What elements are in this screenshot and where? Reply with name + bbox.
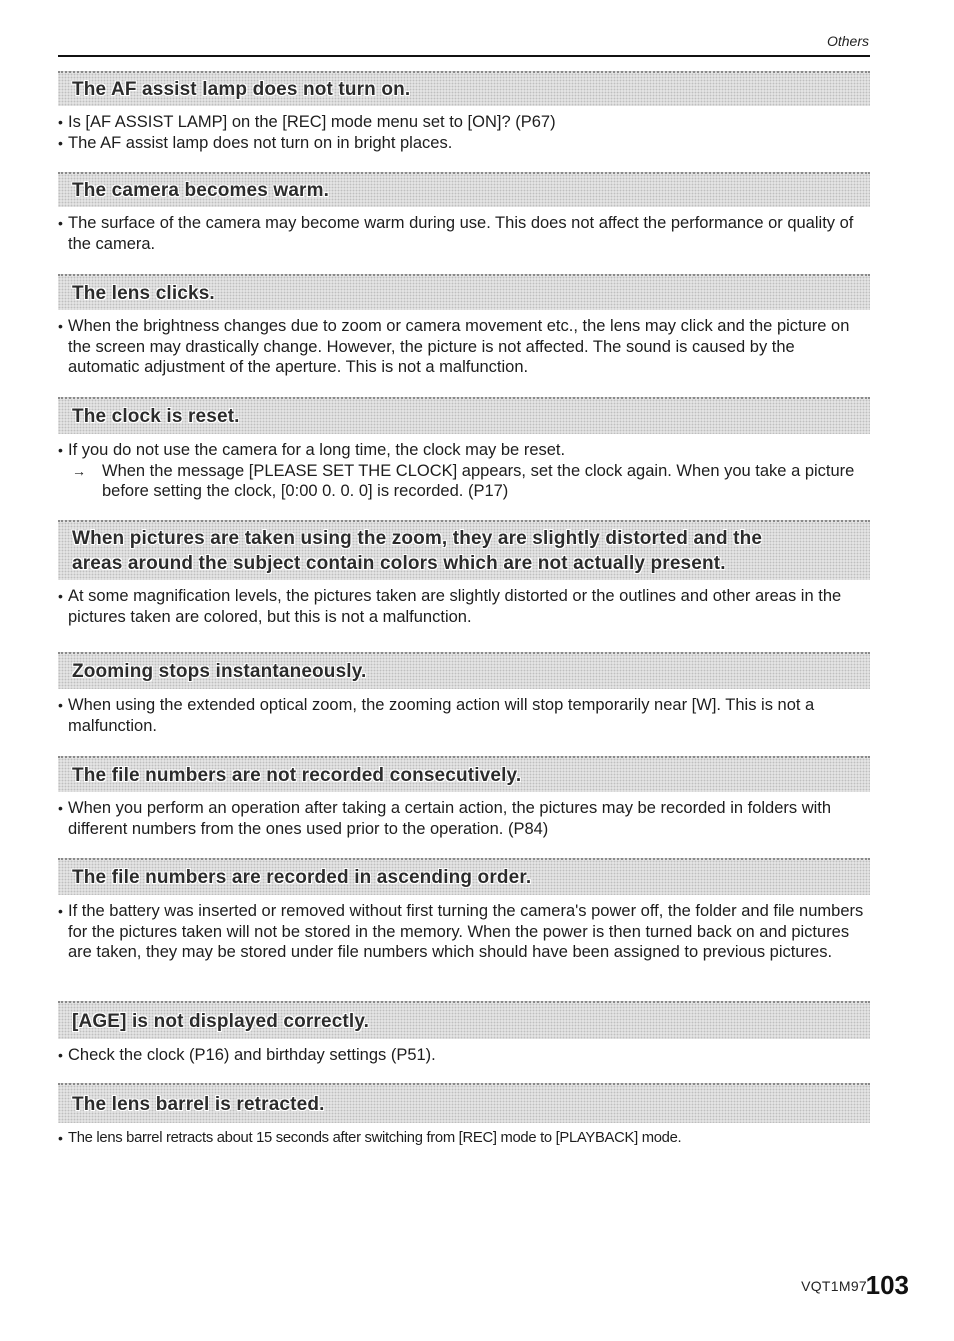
section-title: The camera becomes warm. <box>72 180 330 201</box>
section-title-line: When pictures are taken using the zoom, they are slightly distorted and the <box>72 528 763 549</box>
bullet-text: When you perform an operation after taking a certain action, the pictures may be recorded in folders with different numbers from the ones used prior to the operation. (P84) <box>68 799 832 838</box>
bullet-text: At some magnification levels, the pictures taken are slightly distorted or the outlines and other areas in the pictures taken are colored, but this is not a malfunction. <box>68 587 842 626</box>
bullet-text: Check the clock (P16) and birthday settings (P51). <box>68 1046 436 1064</box>
section-age-display <box>58 1001 870 1066</box>
section-title: The clock is reset. <box>72 406 240 427</box>
bullet-icon: • <box>58 114 63 130</box>
bullet-text: When using the extended optical zoom, the zooming action will stop temporarily near [W]. This is not a malfunction. <box>68 696 815 735</box>
bullet-item <box>58 440 870 461</box>
bullet-text: When the brightness changes due to zoom or camera movement etc., the lens may click and the picture on the screen may drastically change. However, the picture is not affected. The sound is caused by the automatic adjustment of the aperture. This is not a malfunction. <box>68 317 850 376</box>
bullet-item <box>58 213 870 254</box>
bullet-icon: • <box>58 903 63 919</box>
section-heading-bar <box>58 756 870 792</box>
bullet-icon: • <box>58 318 63 334</box>
section-title: The file numbers are not recorded consecutively. <box>72 764 522 786</box>
section-title: [AGE] is not displayed correctly. <box>72 1010 370 1032</box>
section-camera-warm <box>58 172 870 254</box>
bullet-icon: • <box>58 1047 63 1063</box>
bullet-icon: • <box>58 697 63 713</box>
section-title: The lens barrel is retracted. <box>72 1093 325 1115</box>
section-af-assist-lamp <box>58 71 870 153</box>
bullet-item <box>58 695 870 736</box>
section-heading-bar <box>58 172 870 207</box>
arrow-icon: → <box>72 462 86 479</box>
sub-note <box>58 461 870 502</box>
section-file-numbers-not-consecutive <box>58 756 870 839</box>
section-title-line: areas around the subject contain colors which are not actually present. <box>72 553 726 574</box>
section-title: The AF assist lamp does not turn on. <box>72 79 411 100</box>
bullet-text: The lens barrel retracts about 15 seconds after switching from [REC] mode to [PLAYBACK] mode. <box>68 1130 682 1146</box>
model-code: VQT1M97 <box>801 1278 867 1294</box>
bullet-item <box>58 316 870 378</box>
section-heading-bar <box>58 652 870 689</box>
bullet-item <box>58 1045 870 1066</box>
bullet-text: Is [AF ASSIST LAMP] on the [REC] mode menu set to [ON]? (P67) <box>68 113 556 131</box>
bullet-item <box>58 901 870 963</box>
bullet-text: If the battery was inserted or removed without first turning the camera's power off, the folder and file numbers for the pictures taken will not be stored in the memory. When the power is then turned back on and pictures are taken, they may be stored under file numbers which should have been assigned to previous pictures. <box>68 902 864 961</box>
section-lens-barrel-retracted <box>58 1083 870 1149</box>
section-heading-bar <box>58 858 870 895</box>
section-title: Zooming stops instantaneously. <box>72 661 367 682</box>
sub-note-text: When the message [PLEASE SET THE CLOCK] appears, set the clock again. When you take a picture before setting the clock, [0:00 0. 0. 0] is recorded. (P17) <box>102 461 855 500</box>
section-heading-bar <box>58 520 870 580</box>
section-lens-clicks <box>58 274 870 378</box>
bullet-item <box>58 586 870 627</box>
section-heading-bar <box>58 71 870 106</box>
section-title: The file numbers are recorded in ascending order. <box>72 867 532 888</box>
section-heading-bar <box>58 1083 870 1123</box>
bullet-icon: • <box>58 442 63 458</box>
bullet-icon: • <box>58 1130 63 1146</box>
bullet-item <box>58 133 870 154</box>
section-title: The lens clicks. <box>72 282 215 304</box>
bullet-icon: • <box>58 588 63 604</box>
bullet-item <box>58 1128 870 1149</box>
page-number: 103 <box>865 1270 909 1300</box>
header-rule <box>58 55 870 57</box>
bullet-text: If you do not use the camera for a long time, the clock may be reset. <box>68 441 566 459</box>
section-heading-bar <box>58 1001 870 1039</box>
bullet-text: The AF assist lamp does not turn on in bright places. <box>68 133 453 152</box>
section-heading-bar <box>58 397 870 434</box>
bullet-text: The surface of the camera may become warm during use. This does not affect the performance or quality of the camera. <box>68 214 854 253</box>
bullet-icon: • <box>58 134 63 151</box>
section-zoom-distortion <box>58 520 870 627</box>
section-file-numbers-ascending <box>58 858 870 963</box>
bullet-item <box>58 112 870 133</box>
section-zooming-stops <box>58 652 870 736</box>
bullet-icon: • <box>58 800 63 816</box>
bullet-item <box>58 798 870 839</box>
bullet-icon: • <box>58 215 63 231</box>
section-clock-reset <box>58 397 870 502</box>
running-head: Others <box>826 33 869 49</box>
section-heading-bar <box>58 274 870 310</box>
